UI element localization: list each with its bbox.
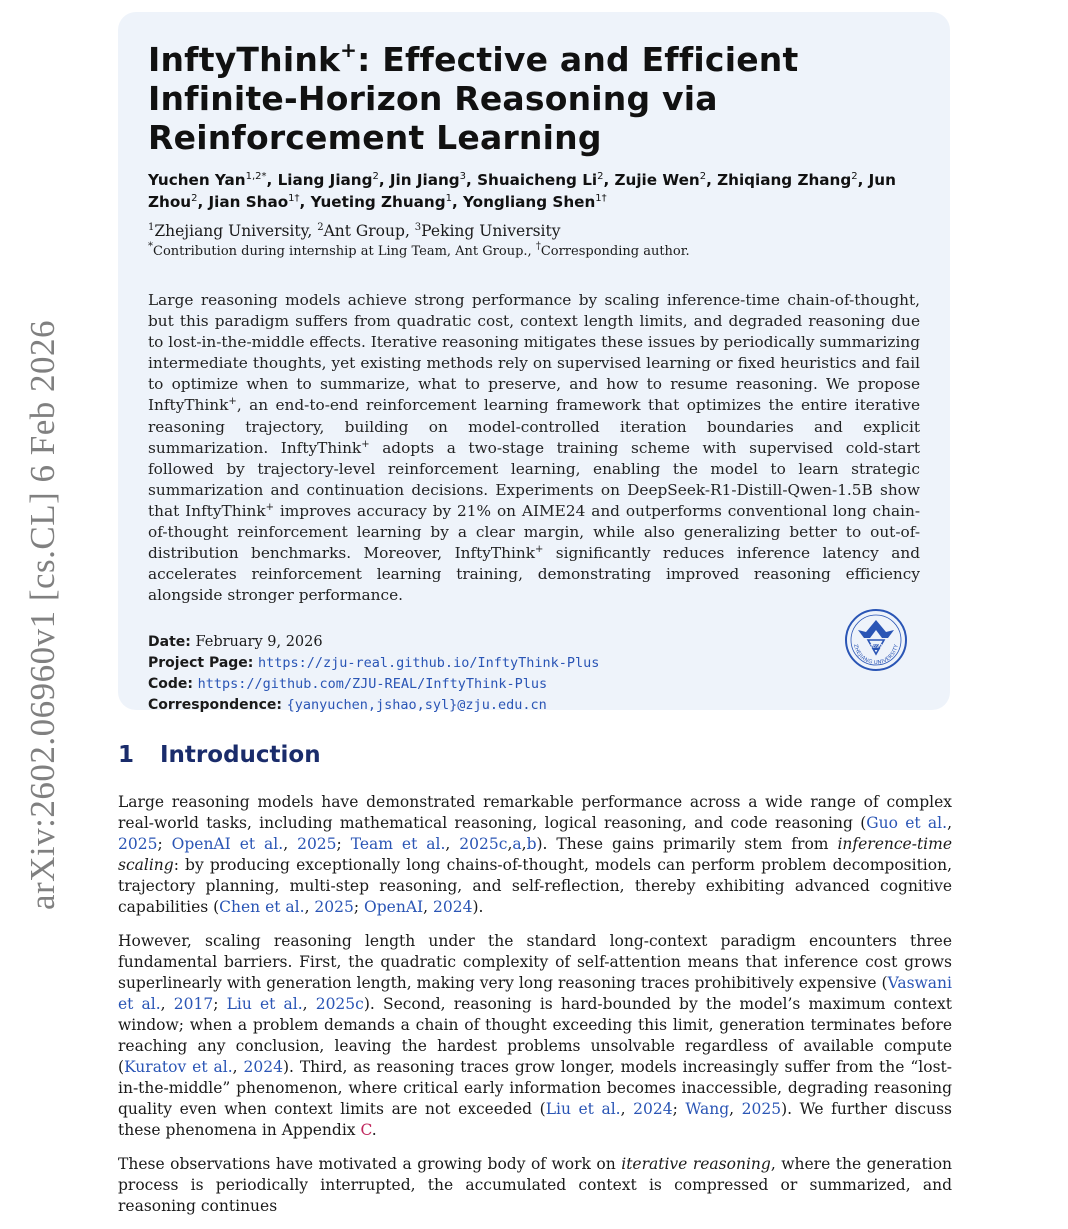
title-card (118, 12, 950, 714)
correspondence-label: Correspondence: (148, 697, 283, 714)
date-label: Date: (148, 634, 191, 651)
university-seal-logo (844, 608, 908, 672)
citation-link[interactable]: OpenAI (364, 898, 424, 917)
arxiv-identifier (18, 300, 68, 930)
appendix-link[interactable]: C (360, 1121, 372, 1140)
citation-link[interactable]: 2025c (459, 835, 508, 854)
section-title: Introduction (160, 742, 321, 768)
emphasis-text: iterative reasoning (621, 1154, 771, 1173)
date-value: February 9, 2026 (195, 634, 323, 651)
citation-link[interactable]: 2024 (433, 898, 473, 917)
citation-link[interactable]: 2017 (173, 994, 214, 1013)
emphasis-text: inference-time scaling (118, 835, 952, 875)
paper-title: InftyThink+: Effective and Efficient Infinite-Horizon Reasoning via Reinforcement Learning (148, 38, 799, 157)
author-name: Jun Zhou (148, 171, 896, 211)
citation-link[interactable]: b (526, 835, 537, 854)
author-name: Zujie Wen (614, 171, 700, 189)
affiliation-name: Peking University (421, 222, 561, 240)
author-list: Yuchen Yan$^{1,2*}$, Liang Jiang$^2$, Jin Jiang$^3$, Shuaicheng Li$^2$, Zujie Wen$^2$, Zhiqiang Zhang$^2$, Jun Zhou$^2$, Jian Shao$^{1\dagger}$, Yueting Zhuang$^1$, Yongliang Shen$^{1\dagger}$ (148, 171, 896, 211)
introduction-body (118, 792, 952, 1229)
citation-link[interactable]: Liu et al. (226, 994, 303, 1013)
section-number: 1 (118, 742, 135, 768)
citation-link[interactable]: OpenAI et al. (171, 835, 284, 854)
affiliation-name: Ant Group (323, 222, 405, 240)
author-notes: *Contribution during internship at Ling Team, Ant Group., †Corresponding author. (148, 241, 690, 259)
code-link[interactable]: https://github.com/ZJU-REAL/InftyThink-Plus (197, 676, 548, 693)
paragraph: However, scaling reasoning length under the standard long-context paradigm encounters three fundamental barriers. First, the quadratic complexity of self-attention means that inference cost grows superlinearly with generation length, making very long reasoning traces prohibitively expensive (Vaswani et al., 2017; Liu et al., 2025c). Second, reasoning is hard-bounded by the model’s maximum context window; when a problem demands a chain of thought exceeding this limit, generation terminates before reaching any conclusion, leaving the hardest problems unsolvable regardless of available compute (Kuratov et al., 2024). Third, as reasoning traces grow longer, models increasingly suffer from the “lost-in-the-middle” phenomenon, where critical early information becomes inaccessible, degrading reasoning quality even when context limits are not exceeded (Liu et al., 2024; Wang, 2025). We further discuss these phenomena in Appendix C. (118, 931, 953, 1140)
project-label: Project Page: (148, 655, 254, 672)
correspondence-email[interactable]: {yanyuchen,jshao,syl}@zju.edu.cn (286, 697, 547, 714)
seal-year: 1897 (869, 644, 883, 650)
citation-link[interactable]: 2025c (315, 994, 364, 1013)
author-name: Jian Shao (208, 193, 289, 211)
abstract: Large reasoning models achieve strong performance by scaling inference-time chain-of-thought, but this paradigm suffers from quadratic cost, context length limits, and degraded reasoning due to lost-in-the-middle effects. Iterative reasoning mitigates these issues by periodically summarizing intermediate thoughts, yet existing methods rely on supervised learning or fixed heuristics and fail to optimize when to summarize, what to preserve, and how to resume reasoning. We propose InftyThink+, an end-to-end reinforcement learning framework that optimizes the entire iterative reasoning trajectory, building on model-controlled iteration boundaries and explicit summarization. InftyThink+ adopts a two-stage training scheme with supervised cold-start followed by trajectory-level reinforcement learning, enabling the model to learn strategic summarization and continuation decisions. Experiments on DeepSeek-R1-Distill-Qwen-1.5B show that InftyThink+ improves accuracy by 21% on AIME24 and outperforms conventional long chain-of-thought reinforcement learning by a clear margin, while also generalizing better to out-of-distribution benchmarks. Moreover, InftyThink+ significantly reduces inference latency and accelerates reinforcement learning training, demonstrating improved reasoning efficiency alongside stronger performance. (148, 291, 920, 605)
paper-metadata (148, 632, 920, 716)
affiliations: $^1$Zhejiang University, $^2$Ant Group, $^3$Peking University (148, 222, 561, 240)
author-name: Yuchen Yan (148, 171, 246, 189)
citation-link[interactable]: a (512, 835, 522, 854)
citation-link[interactable]: 2025 (741, 1100, 782, 1119)
date-row (148, 632, 920, 653)
citation-link[interactable]: Kuratov et al. (124, 1058, 233, 1077)
author-name: Zhiqiang Zhang (717, 171, 852, 189)
citation-link[interactable]: Guo et al. (866, 814, 948, 833)
author-name: Yueting Zhuang (310, 193, 446, 211)
seal-text: ZHEJIANG UNIVERSITY (852, 643, 900, 667)
citation-link[interactable]: 2025 (314, 898, 354, 917)
code-row (148, 674, 920, 695)
paragraph: Large reasoning models have demonstrated remarkable performance across a wide range of complex real-world tasks, including mathematical reasoning, logical reasoning, and code reasoning (Guo et al., 2025; OpenAI et al., 2025; Team et al., 2025c,a,b). These gains primarily stem from inference-time scaling: by producing exceptionally long chains-of-thought, models can perform problem decomposition, trajectory planning, multi-step reasoning, and self-reflection, thereby exhibiting advanced cognitive capabilities (Chen et al., 2025; OpenAI, 2024). (118, 793, 952, 917)
author-name: Jin Jiang (389, 171, 460, 189)
citation-link[interactable]: Team et al. (350, 835, 446, 854)
section-heading-introduction (118, 742, 321, 768)
code-label: Code: (148, 676, 194, 693)
project-row (148, 653, 920, 674)
citation-link[interactable]: 2025 (297, 835, 337, 854)
correspondence-row (148, 695, 920, 716)
author-name: Liang Jiang (277, 171, 373, 189)
arxiv-id-text: arXiv:2602.06960v1 [cs.CL] 6 Feb 2026 (23, 319, 62, 911)
citation-link[interactable]: Liu et al. (545, 1100, 621, 1119)
citation-link[interactable]: Wang (685, 1100, 730, 1119)
citation-link[interactable]: Vaswani et al. (118, 973, 952, 1013)
paragraph: These observations have motivated a growing body of work on iterative reasoning, where the generation process is periodically interrupted, the accumulated context is compressed or summarized, and reasoning continues (118, 1154, 953, 1215)
project-link[interactable]: https://zju-real.github.io/InftyThink-Plus (258, 655, 600, 672)
citation-link[interactable]: Chen et al. (219, 898, 305, 917)
author-name: Yongliang Shen (463, 193, 596, 211)
citation-link[interactable]: 2024 (633, 1100, 673, 1119)
citation-link[interactable]: 2024 (243, 1058, 283, 1077)
citation-link[interactable]: 2025 (118, 835, 158, 854)
author-name: Shuaicheng Li (477, 171, 598, 189)
affiliation-name: Zhejiang University (154, 222, 308, 240)
